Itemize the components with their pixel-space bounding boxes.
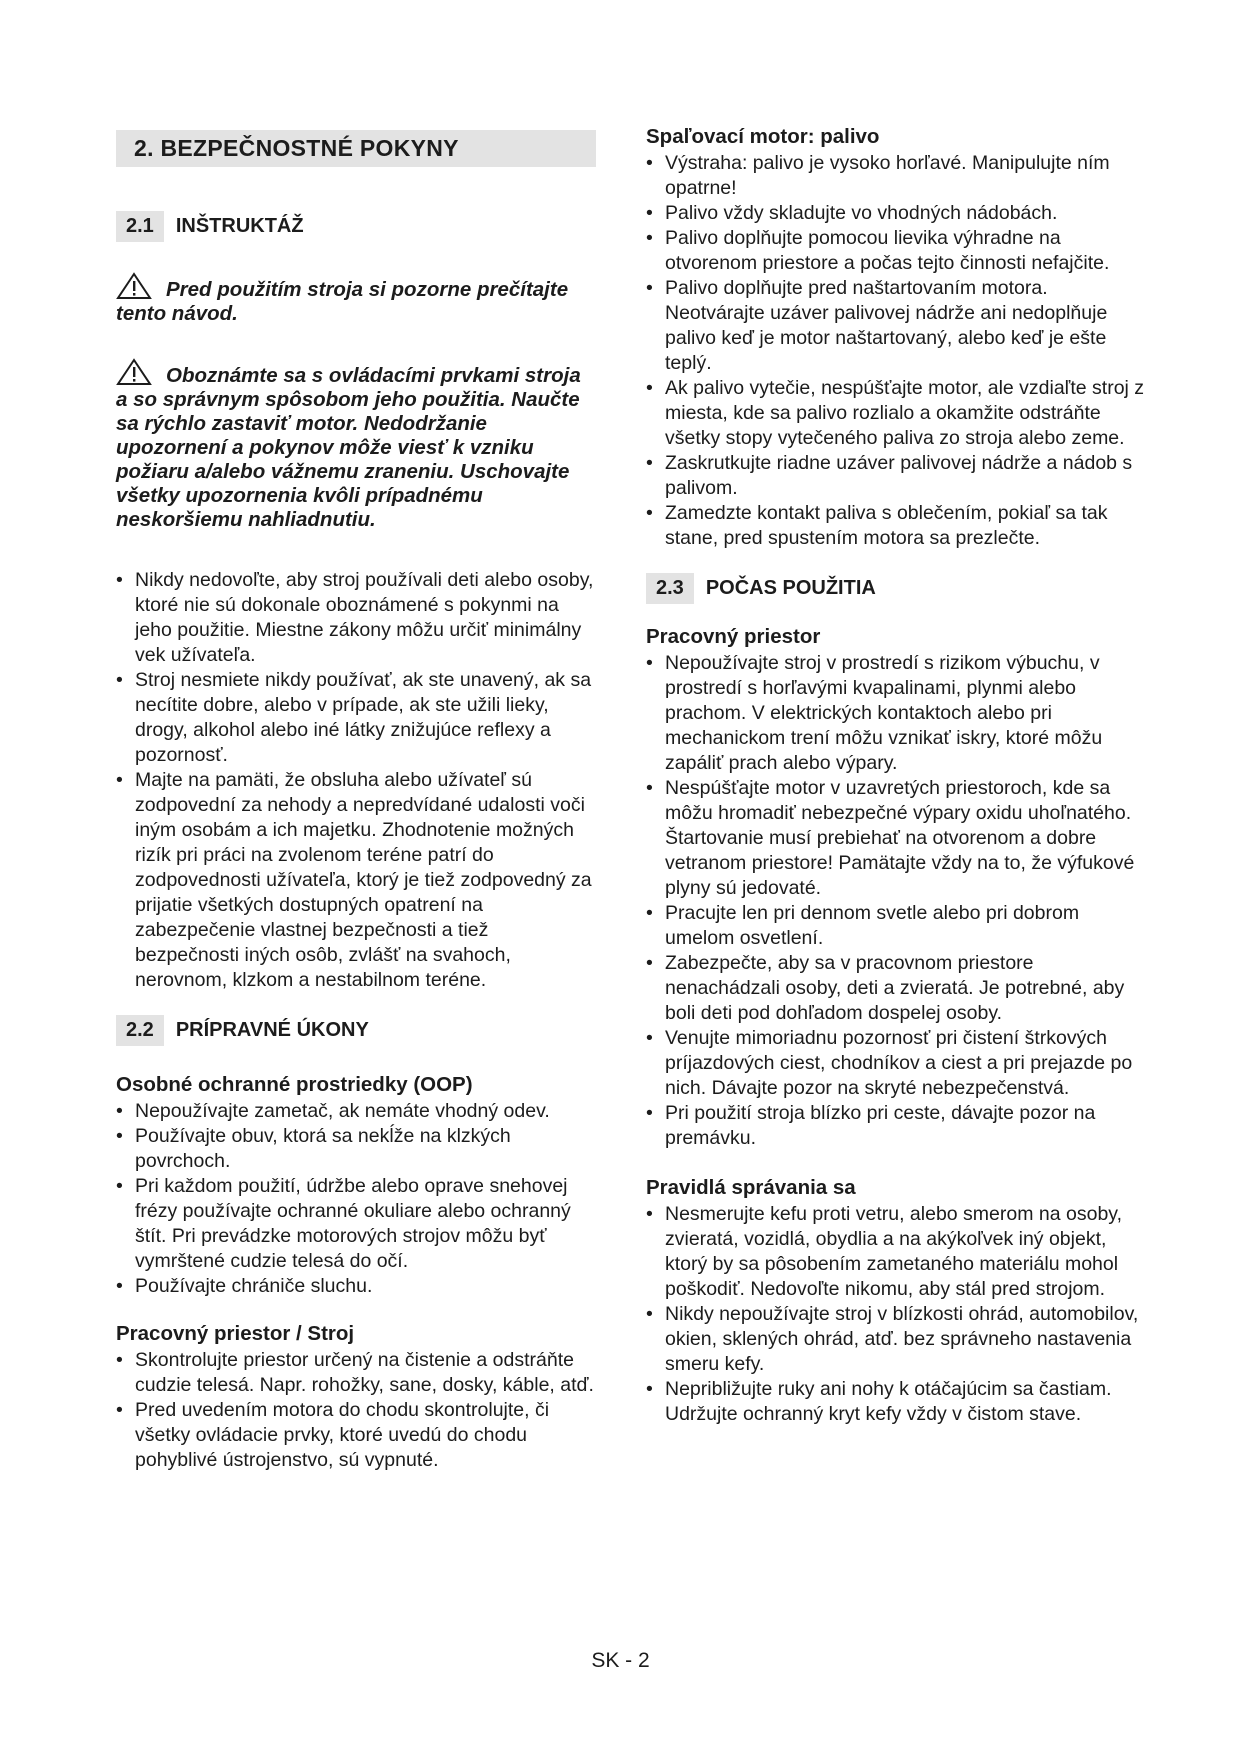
fuel-heading: Spaľovací motor: palivo [646,125,880,148]
warning-read-manual [116,272,596,326]
list-item: • Nikdy nepoužívajte stroj v blízkosti ohrád, automobilov, okien, sklených ohrád, atď. bez správneho nastavenia smeru kefy. [646,1302,1146,1377]
list-item: • Palivo doplňujte pomocou lievika výhradne na otvorenom priestore a počas tejto činnosti nefajčite. [646,226,1146,276]
list-item: • Používajte chrániče sluchu. [116,1274,596,1299]
warning-triangle-icon [116,358,152,386]
list-item: • Skontrolujte priestor určený na čistenie a odstráňte cudzie telesá. Napr. rohožky, sane, dosky, káble, atď. [116,1348,596,1398]
list-item: • Zabezpečte, aby sa v pracovnom priestore nenachádzali osoby, deti a zvieratá. Je potrebné, aby boli deti pod dohľadom dospelej osoby. [646,951,1146,1026]
oop-heading: Osobné ochranné prostriedky (OOP) [116,1073,473,1096]
rules-list [646,1202,1146,1427]
list-item: • Výstraha: palivo je vysoko horľavé. Manipulujte ním opatrne! [646,151,1146,201]
list-item: • Nikdy nedovoľte, aby stroj používali deti alebo osoby, ktoré nie sú dokonale oboznámené s pokynmi na jeho použitie. Miestne zákony môžu určiť minimálny vek užívateľa. [116,568,596,668]
list-item: • Palivo doplňujte pred naštartovaním motora. Neotvárajte uzáver palivovej nádrže ani nedoplňuje palivo keď je motor naštartovaný, alebo keď je ešte teplý. [646,276,1146,376]
list-item: • Venujte mimoriadnu pozornosť pri čistení štrkových príjazdových ciest, chodníkov a ciest a pri prejazde po nich. Dávajte pozor na skryté nebezpečenstvá. [646,1026,1146,1101]
list-item: • Majte na pamäti, že obsluha alebo užívateľ sú zodpovední za nehody a nepredvídané udalosti voči iným osobám a ich majetku. Zhodnotenie možných rizík pri práci na zvolenom teréne patrí do zodpovednosti užívateľa, ktorý je tiež zodpovedný za prijatie všetkých dostupných opatrení na zabezpečenie vlastnej bezpečnosti a tiež bezpečnosti iných osôb, zvlášť na svahoch, nerovnom, klzkom a nestabilnom teréne. [116,768,596,993]
warning-controls [116,358,596,532]
work-area-list [116,1348,596,1473]
list-item: • Stroj nesmiete nikdy používať, ak ste unavený, ak sa necítite dobre, alebo v prípade, ak ste užili lieky, drogy, alkohol alebo iné látky znižujúce reflexy a pozornosť. [116,668,596,768]
page-number: SK - 2 [591,1649,650,1672]
subsection-heading-2-3 [646,573,1146,604]
subsection-number: 2.3 [646,573,694,604]
oop-list [116,1099,596,1299]
subsection-heading-2-1 [116,211,596,242]
list-item: • Nepoužívajte zametač, ak nemáte vhodný odev. [116,1099,596,1124]
list-item: • Pracujte len pri dennom svetle alebo pri dobrom umelom osvetlení. [646,901,1146,951]
list-item: • Nepribližujte ruky ani nohy k otáčajúcim sa častiam. Udržujte ochranný kryt kefy vždy v čistom stave. [646,1377,1146,1427]
list-item: • Ak palivo vytečie, nespúšťajte motor, ale vzdiaľte stroj z miesta, kde sa palivo rozlialo a okamžite odstráňte všetky stopy vytečeného paliva zo stroja alebo zeme. [646,376,1146,451]
list-item: • Zaskrutkujte riadne uzáver palivovej nádrže a nádob s palivom. [646,451,1146,501]
section-title: 2. BEZPEČNOSTNÉ POKYNY [116,130,596,167]
warning-triangle-icon [116,272,152,300]
work-space-list [646,651,1146,1151]
rules-heading: Pravidlá správania sa [646,1176,856,1199]
subsection-label: POČAS POUŽITIA [705,577,876,599]
list-item: • Nesmerujte kefu proti vetru, alebo smerom na osoby, zvieratá, vozidlá, obydlia a na akýkoľvek iný objekt, ktorý by sa pôsobením zametaného materiálu mohol poškodiť. Nedovoľte nikomu, aby stál pred strojom. [646,1202,1146,1302]
work-area-heading: Pracovný priestor / Stroj [116,1322,355,1345]
right-column [646,124,1146,1427]
list-item: • Pred uvedením motora do chodu skontrolujte, či všetky ovládacie prvky, ktoré uvedú do chodu pohyblivé ústrojenstvo, sú vypnuté. [116,1398,596,1473]
fuel-list [646,151,1146,551]
left-column [116,120,596,1473]
list-item: • Palivo vždy skladujte vo vhodných nádobách. [646,201,1146,226]
warning-text: Pred použitím stroja si pozorne prečítajte tento návod. [116,278,569,325]
list-item: • Zamedzte kontakt paliva s oblečením, pokiaľ sa tak stane, pred spustením motora sa prezlečte. [646,501,1146,551]
list-item: • Používajte obuv, ktorá sa nekĺže na klzkých povrchoch. [116,1124,596,1174]
subsection-label: INŠTRUKTÁŽ [175,215,304,237]
subsection-number: 2.1 [116,211,164,242]
work-space-heading: Pracovný priestor [646,625,821,648]
subsection-number: 2.2 [116,1015,164,1046]
list-item: • Pri použití stroja blízko pri ceste, dávajte pozor na premávku. [646,1101,1146,1151]
list-item: • Nespúšťajte motor v uzavretých priestoroch, kde sa môžu hromadiť nebezpečné výpary oxidu uhoľnatého. Štartovanie musí prebiehať na otvorenom a dobre vetranom priestore! Pamätajte vždy na to, že výfukové plyny sú jedovaté. [646,776,1146,901]
instruction-list [116,568,596,993]
list-item: • Nepoužívajte stroj v prostredí s rizikom výbuchu, v prostredí s horľavými kvapalinami, plynmi alebo prachom. V elektrických kontaktoch alebo pri mechanickom trení môžu vznikať iskry, ktoré môžu zapáliť prach alebo výpary. [646,651,1146,776]
warning-text: Oboznámte sa s ovládacími prvkami stroja a so správnym spôsobom jeho použitia. Naučte sa rýchlo zastaviť motor. Nedodržanie upozornení a pokynov môže viesť k vzniku požiaru a/alebo vážnemu zraneniu. Uschovajte všetky upozornenia kvôli prípadnému neskoršiemu nahliadnutiu. [116,364,581,531]
list-item: • Pri každom použití, údržbe alebo oprave snehovej frézy používajte ochranné okuliare alebo ochranný štít. Pri prevádzke motorových strojov môžu byť vymrštené cudzie telesá do očí. [116,1174,596,1274]
subsection-heading-2-2 [116,1015,596,1046]
subsection-label: PRÍPRAVNÉ ÚKONY [175,1019,369,1041]
